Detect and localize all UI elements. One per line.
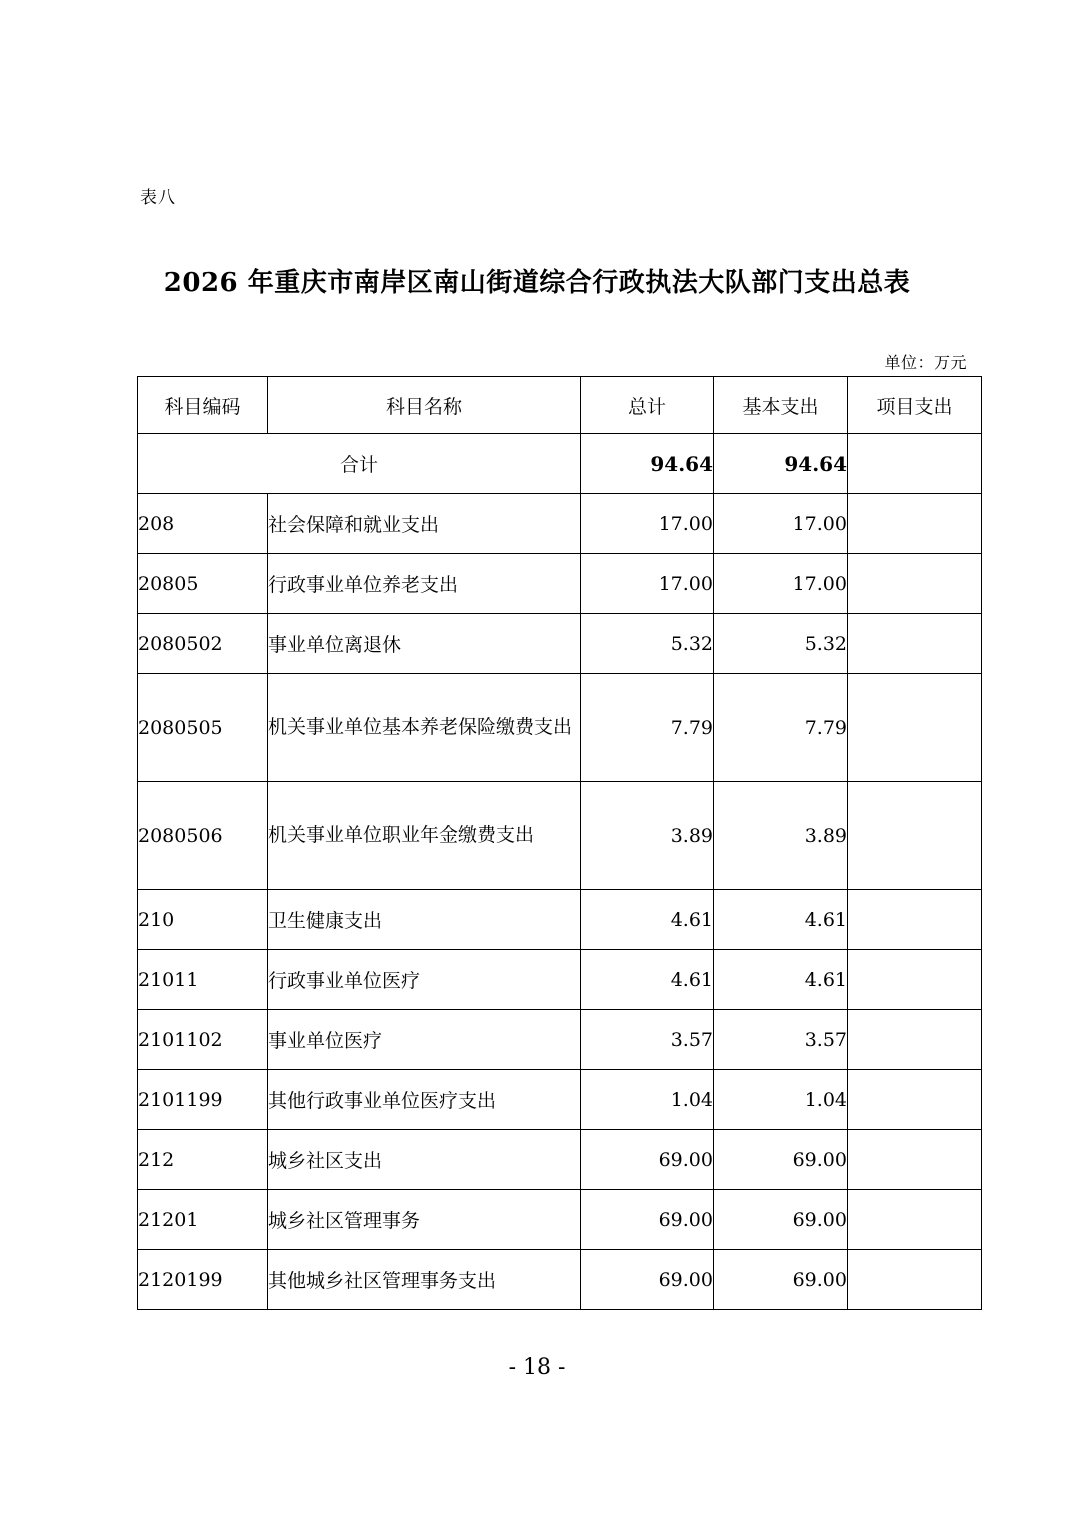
- row-code: 2101102: [138, 1010, 268, 1070]
- row-basic: 69.00: [714, 1250, 848, 1310]
- row-name: 社会保障和就业支出: [268, 494, 581, 554]
- row-name: 城乡社区管理事务: [268, 1190, 581, 1250]
- row-basic: 4.61: [714, 950, 848, 1010]
- row-name: 行政事业单位医疗: [268, 950, 581, 1010]
- table-row: [138, 1010, 982, 1070]
- table-header: [138, 377, 982, 434]
- row-basic: 4.61: [714, 890, 848, 950]
- row-total: 7.79: [581, 674, 714, 782]
- row-basic: 69.00: [714, 1190, 848, 1250]
- row-project: [848, 782, 982, 890]
- row-project: [848, 554, 982, 614]
- row-basic: 69.00: [714, 1130, 848, 1190]
- row-code: 21011: [138, 950, 268, 1010]
- row-total: 69.00: [581, 1190, 714, 1250]
- table-body: [138, 434, 982, 1310]
- row-code: 2101199: [138, 1070, 268, 1130]
- row-total: 17.00: [581, 494, 714, 554]
- table-row: [138, 1190, 982, 1250]
- row-project: [848, 674, 982, 782]
- table-row: [138, 782, 982, 890]
- total-row-label: 合计: [138, 434, 581, 494]
- page-number: - 18 -: [508, 1355, 566, 1380]
- row-total: 5.32: [581, 614, 714, 674]
- total-row-total: 94.64: [581, 434, 714, 494]
- row-basic: 3.57: [714, 1010, 848, 1070]
- row-project: [848, 494, 982, 554]
- row-basic: 17.00: [714, 494, 848, 554]
- row-name: 行政事业单位养老支出: [268, 554, 581, 614]
- row-total: 3.57: [581, 1010, 714, 1070]
- column-header-name: 科目名称: [268, 377, 581, 434]
- row-total: 1.04: [581, 1070, 714, 1130]
- row-basic: 7.79: [714, 674, 848, 782]
- row-total: 4.61: [581, 890, 714, 950]
- row-basic: 17.00: [714, 554, 848, 614]
- row-project: [848, 1130, 982, 1190]
- table-label: 表八: [140, 188, 176, 208]
- row-name: 卫生健康支出: [268, 890, 581, 950]
- row-project: [848, 1250, 982, 1310]
- row-code: 2120199: [138, 1250, 268, 1310]
- column-header-project-expenditure: 项目支出: [848, 377, 982, 434]
- table-row: [138, 1250, 982, 1310]
- row-project: [848, 1190, 982, 1250]
- table-header-row: [138, 377, 982, 434]
- total-row-project: [848, 434, 982, 494]
- table-row: [138, 494, 982, 554]
- row-code: 210: [138, 890, 268, 950]
- row-name: 机关事业单位职业年金缴费支出: [268, 782, 581, 890]
- budget-table: [137, 376, 982, 1310]
- row-name: 城乡社区支出: [268, 1130, 581, 1190]
- table-row: [138, 674, 982, 782]
- total-row-basic: 94.64: [714, 434, 848, 494]
- unit-note: 单位：万元: [884, 353, 967, 372]
- table-row: [138, 1070, 982, 1130]
- table-row-total: [138, 434, 982, 494]
- row-code: 212: [138, 1130, 268, 1190]
- column-header-total: 总计: [581, 377, 714, 434]
- row-project: [848, 1010, 982, 1070]
- row-code: 2080506: [138, 782, 268, 890]
- row-basic: 5.32: [714, 614, 848, 674]
- row-name: 事业单位医疗: [268, 1010, 581, 1070]
- row-total: 4.61: [581, 950, 714, 1010]
- row-name: 其他行政事业单位医疗支出: [268, 1070, 581, 1130]
- table-row: [138, 1130, 982, 1190]
- row-project: [848, 614, 982, 674]
- row-total: 69.00: [581, 1250, 714, 1310]
- row-code: 21201: [138, 1190, 268, 1250]
- row-total: 17.00: [581, 554, 714, 614]
- row-total: 3.89: [581, 782, 714, 890]
- row-code: 2080502: [138, 614, 268, 674]
- table-row: [138, 554, 982, 614]
- table-row: [138, 890, 982, 950]
- table-row: [138, 614, 982, 674]
- budget-table-container: [137, 376, 981, 1310]
- column-header-code: 科目编码: [138, 377, 268, 434]
- row-name: 机关事业单位基本养老保险缴费支出: [268, 674, 581, 782]
- table-row: [138, 950, 982, 1010]
- row-basic: 1.04: [714, 1070, 848, 1130]
- row-name: 事业单位离退休: [268, 614, 581, 674]
- column-header-basic-expenditure: 基本支出: [714, 377, 848, 434]
- page-title: 2026 年重庆市南岸区南山街道综合行政执法大队部门支出总表: [163, 268, 911, 298]
- row-name: 其他城乡社区管理事务支出: [268, 1250, 581, 1310]
- row-project: [848, 1070, 982, 1130]
- row-project: [848, 890, 982, 950]
- row-total: 69.00: [581, 1130, 714, 1190]
- row-code: 20805: [138, 554, 268, 614]
- row-code: 2080505: [138, 674, 268, 782]
- row-basic: 3.89: [714, 782, 848, 890]
- row-project: [848, 950, 982, 1010]
- row-code: 208: [138, 494, 268, 554]
